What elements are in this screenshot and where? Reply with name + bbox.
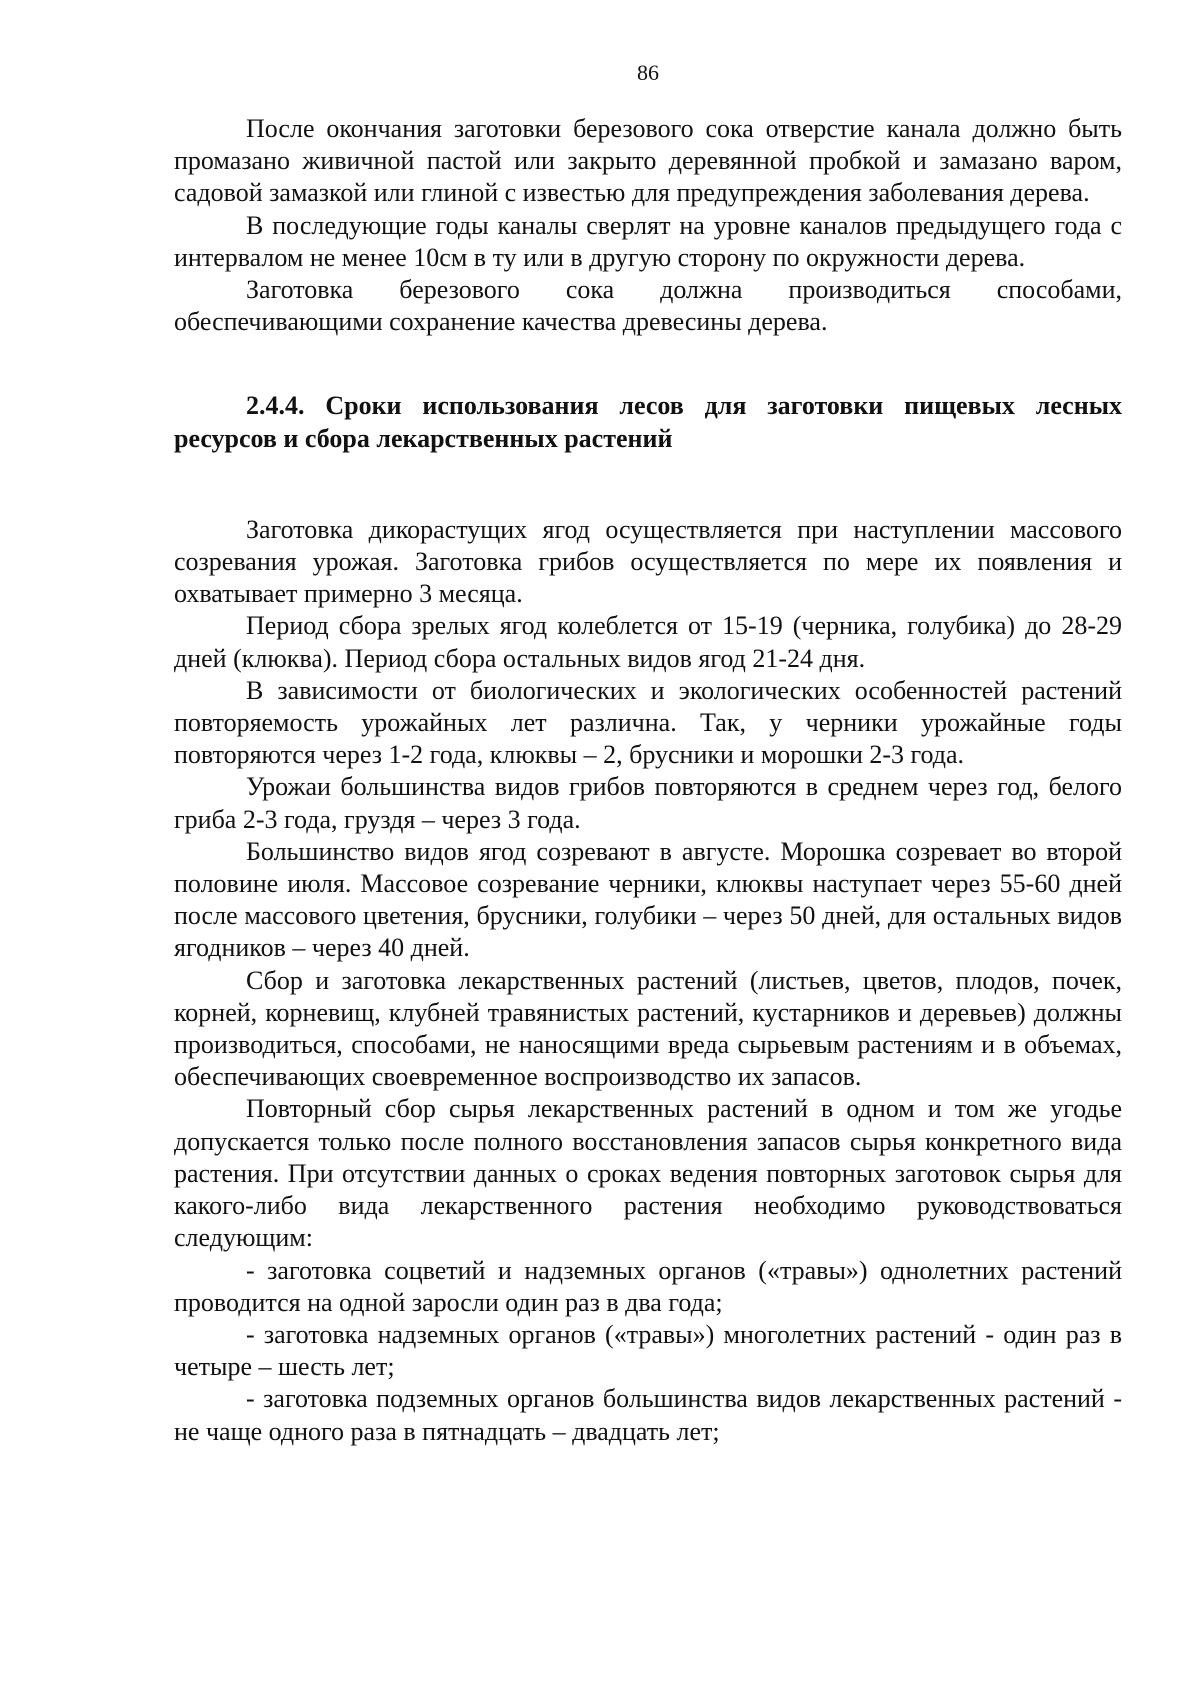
list-item: - заготовка подземных органов большинства видов лекарственных растений - не чаще одного раза в пятнадцать – двадцать лет;	[174, 1384, 1122, 1446]
list-item: - заготовка соцветий и надземных органов («травы») однолетних растений проводится на одной заросли один раз в два года;	[174, 1255, 1122, 1317]
section-body	[174, 514, 1122, 1448]
paragraph: Сбор и заготовка лекарственных растений (листьев, цветов, плодов, почек, корней, корневищ, клубней травянистых растений, кустарников и деревьев) должны производиться, способами, не наносящими вреда сырьевым растениям и в объемах, обеспечивающих своевременное воспроизводство их запасов.	[174, 965, 1122, 1092]
paragraph: Заготовка дикорастущих ягод осуществляется при наступлении массового созревания урожая. Заготовка грибов осуществляется по мере их появления и охватывает примерно 3 месяца.	[174, 514, 1122, 609]
paragraph: Заготовка березового сока должна производиться способами, обеспечивающими сохранение качества древесины дерева.	[174, 275, 1122, 337]
page-number: 86	[637, 60, 659, 85]
paragraph: Повторный сбор сырья лекарственных растений в одном и том же угодье допускается только после полного восстановления запасов сырья конкретного вида растения. При отсутствии данных о сроках ведения повторных заготовок сырья для какого-либо вида лекарственного растения необходимо руководствоваться следующим:	[174, 1094, 1122, 1253]
paragraph: Урожаи большинства видов грибов повторяются в среднем через год, белого гриба 2-3 года, груздя – через 3 года.	[174, 772, 1122, 834]
section-heading: 2.4.4. Сроки использования лесов для заготовки пищевых лесных ресурсов и сбора лекарственных растений	[174, 391, 1122, 453]
paragraph: Период сбора зрелых ягод колеблется от 15-19 (черника, голубика) до 28-29 дней (клюква). Период сбора остальных видов ягод 21-24 дня.	[174, 611, 1122, 673]
paragraph: В последующие годы каналы сверлят на уровне каналов предыдущего года с интервалом не менее 10см в ту или в другую сторону по окружности дерева.	[174, 210, 1122, 272]
paragraph: В зависимости от биологических и экологических особенностей растений повторяемость урожайных лет различна. Так, у черники урожайные годы повторяются через 1-2 года, клюквы – 2, брусники и морошки 2-3 года.	[174, 675, 1122, 770]
list-item: - заготовка надземных органов («травы») многолетних растений - один раз в четыре – шесть лет;	[174, 1319, 1122, 1382]
page-content	[174, 113, 1122, 1448]
paragraph: После окончания заготовки березового сока отверстие канала должно быть промазано живичной пастой или закрыто деревянной пробкой и замазано варом, садовой замазкой или глиной с известью для предупреждения заболевания дерева.	[174, 114, 1122, 208]
paragraph: Большинство видов ягод созревают в августе. Морошка созревает во второй половине июля. Массовое созревание черники, клюквы наступает через 55-60 дней после массового цветения, брусники, голубики – через 50 дней, для остальных видов ягодников – через 40 дней.	[174, 836, 1122, 963]
